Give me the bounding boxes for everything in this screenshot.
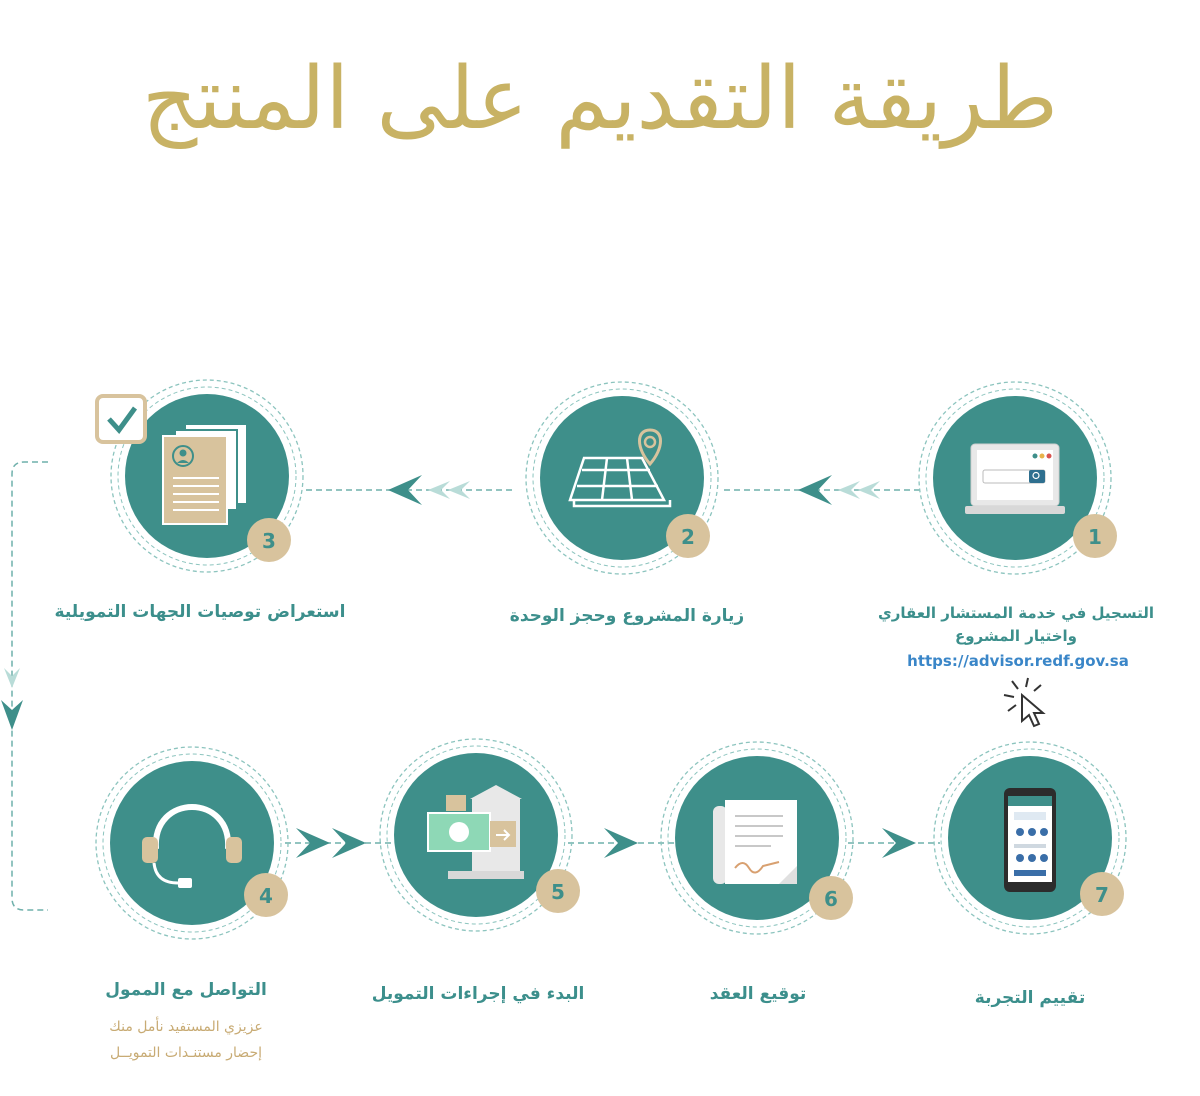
step-7-label: تقييم التجربة	[974, 988, 1086, 1008]
connector-6-7	[848, 828, 940, 858]
connector-4-5	[285, 828, 395, 858]
step-7	[934, 742, 1126, 934]
step-3-label: استعراض توصيات الجهات التمويلية	[54, 602, 346, 622]
step-1-label-line2: واختيار المشروع	[954, 627, 1077, 645]
step-number: 4	[259, 884, 273, 908]
step-3	[97, 380, 303, 572]
step-6-label: توقيع العقد	[709, 984, 807, 1004]
laptop-search-icon	[965, 444, 1065, 514]
step-number: 1	[1088, 525, 1102, 549]
step-number: 7	[1095, 883, 1109, 907]
step-5-label: البدء في إجراءات التمويل	[371, 984, 585, 1004]
step-number: 6	[824, 887, 838, 911]
step-4-note-line1: عزيزي المستفيد نأمل منك	[109, 1019, 263, 1035]
step-5	[380, 739, 580, 931]
connector-3-4	[1, 462, 48, 910]
step-number: 2	[681, 525, 695, 549]
connector-2-3	[305, 475, 512, 505]
page-title: طريقة التقديم على المنتج	[141, 49, 1059, 149]
step-number: 5	[551, 880, 565, 904]
step-4	[96, 747, 288, 939]
advisor-link[interactable]: https://advisor.redf.gov.sa	[907, 652, 1129, 670]
checkmark-icon	[97, 396, 145, 442]
connector-1-2	[722, 475, 920, 505]
step-2	[526, 382, 718, 574]
step-6	[661, 742, 853, 934]
connector-5-6	[568, 828, 676, 858]
step-4-label: التواصل مع الممول	[105, 980, 267, 1000]
contract-sign-icon	[713, 800, 797, 884]
step-4-note-line2: إحضار مستنـدات التمويــل	[110, 1045, 262, 1061]
documents-icon	[163, 424, 247, 524]
mobile-app-icon	[1004, 788, 1056, 892]
step-4-note	[109, 1014, 262, 1066]
step-2-label: زيارة المشروع وحجز الوحدة	[509, 606, 745, 626]
step-1-label	[878, 602, 1154, 648]
step-1-label-line1: التسجيل في خدمة المستشار العقاري	[877, 604, 1155, 622]
step-1	[919, 382, 1117, 574]
step-number: 3	[262, 529, 276, 553]
cursor-click-icon	[1004, 678, 1043, 726]
